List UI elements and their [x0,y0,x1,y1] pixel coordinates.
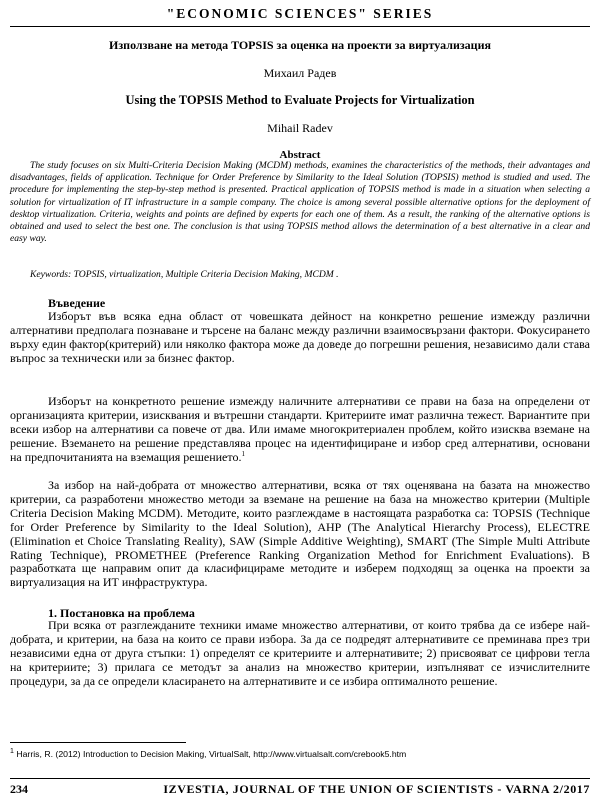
intro-paragraph-3: За избор на най-добрата от множество алтернативи, всяка от тях оценявана на базата на множество критерии, са разработени множество методи за вземане на решение на база на множество критерии (Multiple Criteria Decision Making MCDM). Методите, които разглеждаме в настоящата разработка са: TOPSIS (Technique for Order Preference by Similarity to the Ideal Solution), AHP (The Analytical Hierarchy Process), ELECTRE (Elimination et Choice Translating Reality), SAW (Simple Additive Weighting), SMART (The Simple Multi Attribute Rating Technique), PROMETHEE (Preference Ranking Organization Method for Enrichment Evaluations). В разработката ще направим опит да класифицираме методите и изберем подходящ за оценка на проекти за виртуализация на ИТ инфраструктура. [10,478,590,590]
footnote-ref[interactable]: 1 [241,449,245,458]
abstract-heading: Abstract [279,149,321,161]
series-header: "ECONOMIC SCIENCES" SERIES [166,6,434,21]
abstract-text: The study focuses on six Multi-Criteria Decision Making (MCDM) methods, examines the characteristics of the methods, their advantages and disadvantages, fields of application. Technique for Order Preference by Similarity to the Ideal Solution (TOPSIS) method is studied and used. The procedure for implementing the step-by-step method is presented. Practical application of TOPSIS method is made in a situation when selecting a solution for virtualization of IT infrastructure in a sample company. The choice is among several possible alternative options for the deployment of desktop virtualization. Criteria, weights and points are defined by experts for each one of them. As a result, the ranking of the alternative options is obtained and used to select the best one. The conclusion is that using TOPSIS method allows the determination of a best alternative in a clear and easy way. [10,160,590,245]
author-en: Mihail Radev [267,121,333,135]
intro-paragraph-1: Изборът във всяка една област от човешката дейност на конкретно решение измежду различни алтернативи предполага познаване и търсене на баланс между различни взаимосвързани фактори. Фокусирането върху един фактор(критерий) или няколко фактора може да доведе до погрешни решения, независимо дали става въпрос за технически или за бизнес фактор. [10,309,590,365]
footnote-text: Harris, R. (2012) Introduction to Decision Making, VirtualSalt, http://www.virtualsalt.com/crebook5.htm [16,749,407,759]
keywords: Keywords: TOPSIS, virtualization, Multiple Criteria Decision Making, MCDM . [30,269,339,280]
title-en: Using the TOPSIS Method to Evaluate Projects for Virtualization [125,93,475,107]
page-number: 234 [10,782,28,796]
journal-footer: IZVESTIA, JOURNAL OF THE UNION OF SCIENTISTS - VARNA 2/2017 [163,782,590,796]
footnote-rule [10,742,186,743]
author-bg: Михаил Радев [263,66,337,80]
footer-rule [10,778,590,779]
intro-paragraph-2 [10,395,590,465]
section-1-heading: 1. Постановка на проблема [48,606,195,620]
footnote-mark: 1 [10,748,14,756]
title-bg: Използване на метода TOPSIS за оценка на проекти за виртуализация [109,38,491,52]
intro-paragraph-2-text: Изборът на конкретното решение измежду наличните алтернативи се прави на база на определени от организацията критерии, изисквания и вътрешни стандарти. Критериите имат различна тежест. Вариантите при всеки избор на алтернативи са повече от два. Или имаме многокритериален проблем, който изисква вземане на решение. Вземането на решение представлява процес на идентифициране и избор сред алтернативи, основани на предпочитанията на вземащия решението. [10,394,590,464]
header-rule [10,26,590,27]
section-1-paragraph-1: При всяка от разглежданите техники имаме множество алтернативи, от които трябва да се избере най-добрата, и критерии, на база на които се прави избора. За да се подредят алтернативите се преминава през три независими една от друга стъпки: 1) определят се критериите и алтернативите; 2) присвояват се цифрови тегла на критериите; 3) прилага се методът за анализ на множество критерии, изпълняват се изчислителните процедури, за да се определи класирането на алтернативите и се избира оптималното решение. [10,618,590,688]
footnote [10,749,590,759]
intro-heading: Въведение [48,296,106,310]
